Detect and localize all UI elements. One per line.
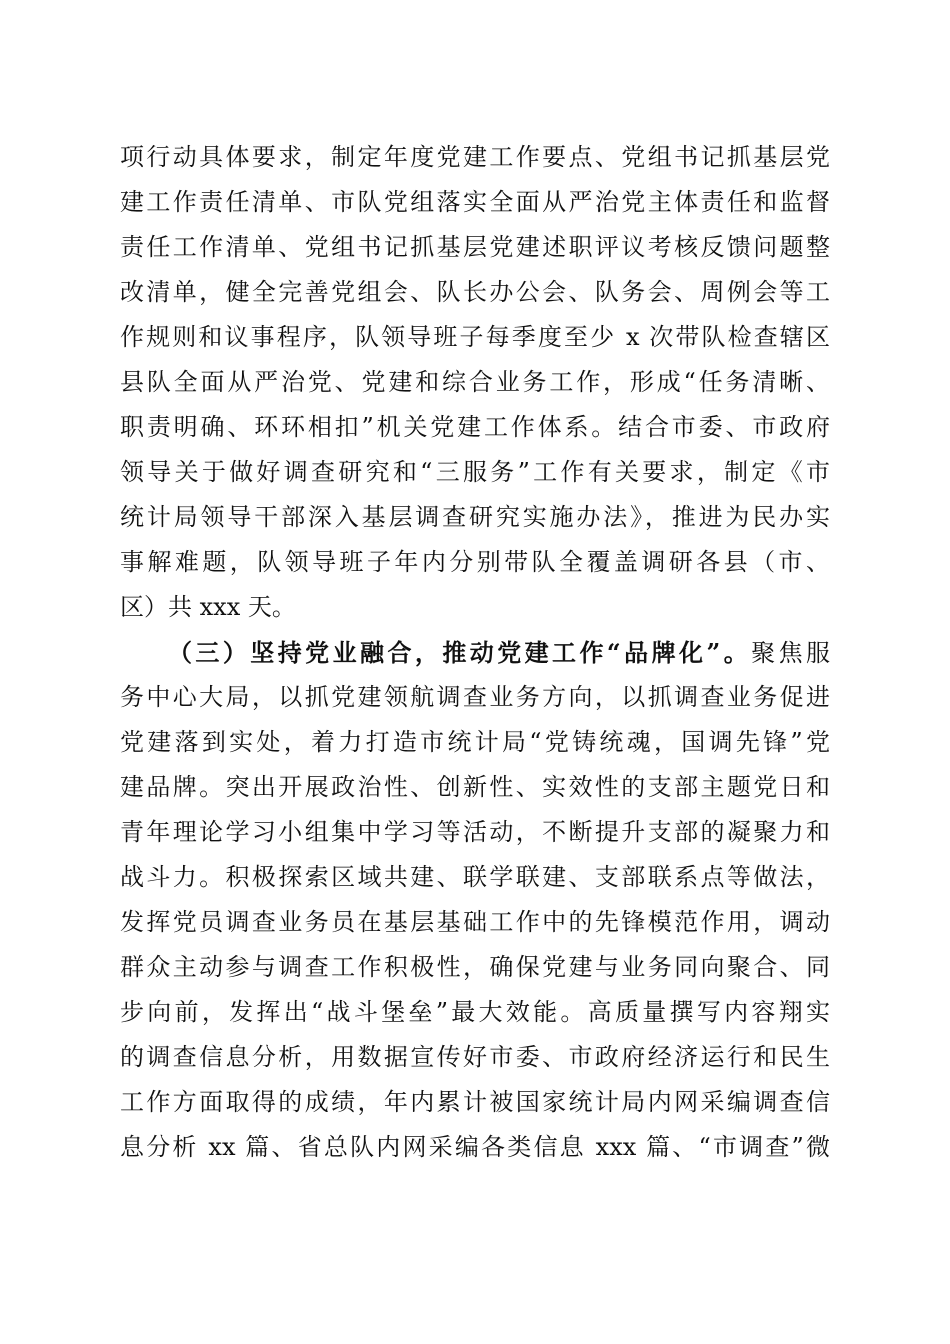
text-line: 工作方面取得的成绩，年内累计被国家统计局内网采编调查信: [120, 1088, 830, 1116]
section-heading-line: [120, 630, 830, 675]
text-line: 群众主动参与调查工作积极性，确保党建与业务同向聚合、同: [120, 953, 830, 981]
text-line: 项行动具体要求，制定年度党建工作要点、党组书记抓基层党: [120, 143, 830, 171]
text-line: 步向前，发挥出“战斗堡垒”最大效能。高质量撰写内容翔实: [120, 998, 830, 1026]
text-line: 务中心大局，以抓党建领航调查业务方向，以抓调查业务促进: [120, 683, 830, 711]
text-line: 改清单，健全完善党组会、队长办公会、队务会、周例会等工: [120, 278, 830, 306]
text-line: 建工作责任清单、市队党组落实全面从严治党主体责任和监督: [120, 188, 830, 216]
text-line: 的调查信息分析，用数据宣传好市委、市政府经济运行和民生: [120, 1043, 830, 1071]
text-line: 建品牌。突出开展政治性、创新性、实效性的支部主题党日和: [120, 773, 830, 801]
text-line: 发挥党员调查业务员在基层基础工作中的先锋模范作用，调动: [120, 908, 830, 936]
text-line: 职责明确、环环相扣”机关党建工作体系。结合市委、市政府: [120, 413, 830, 441]
text-line: 县队全面从严治党、党建和综合业务工作，形成“任务清晰、: [120, 368, 830, 396]
text-line: 战斗力。积极探索区域共建、联学联建、支部联系点等做法，: [120, 863, 830, 891]
text-line: 作规则和议事程序，队领导班子每季度至少 x 次带队检查辖区: [120, 323, 830, 351]
text-line: 青年理论学习小组集中学习等活动，不断提升支部的凝聚力和: [120, 818, 830, 846]
heading-line-rest: 聚焦服: [751, 639, 831, 667]
text-line: 党建落到实处，着力打造市统计局“党铸统魂，国调先锋”党: [120, 728, 830, 756]
document-body: [120, 135, 830, 1170]
text-line: 息分析 xx 篇、省总队内网采编各类信息 xxx 篇、“市调查”微: [120, 1133, 830, 1161]
text-line: 责任工作清单、党组书记抓基层党建述职评议考核反馈问题整: [120, 233, 830, 261]
text-line: 事解难题，队领导班子年内分别带队全覆盖调研各县（市、: [120, 548, 830, 576]
text-line: 区）共 xxx 天。: [120, 593, 296, 621]
section-heading: （三）坚持党业融合，推动党建工作“品牌化”。: [168, 638, 752, 667]
text-line: 领导关于做好调查研究和“三服务”工作有关要求，制定《市: [120, 458, 830, 486]
paragraph-1: [120, 135, 830, 630]
text-line: 统计局领导干部深入基层调查研究实施办法》，推进为民办实: [120, 503, 830, 531]
paragraph-2: [120, 630, 830, 1170]
